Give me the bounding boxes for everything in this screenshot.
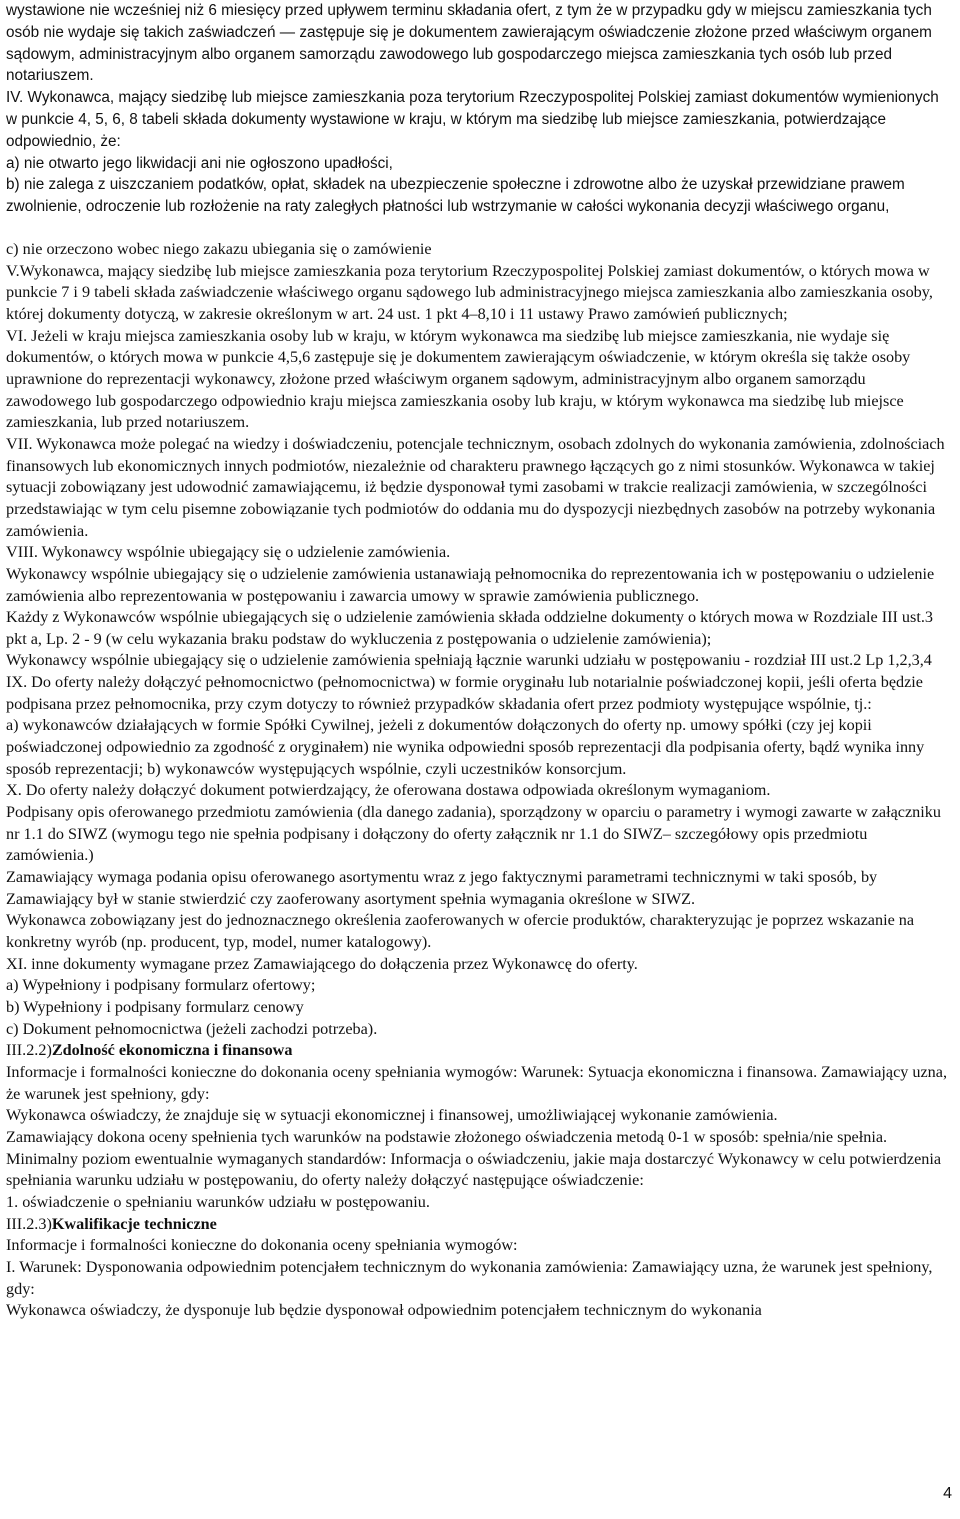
paragraph: b) nie zalega z uiszczaniem podatków, opłat, składek na ubezpieczenie społeczne i zdrowotne albo że uzyskał przewidziane prawem zwolnienie, odroczenie lub rozłożenie na raty zaległych płatności lub wstrzymanie w całości wykonania decyzji właściwego organu, — [6, 176, 905, 216]
paragraph: b) Wypełniony i podpisany formularz cenowy — [6, 997, 304, 1016]
paragraph: Wykonawca oświadczy, że dysponuje lub będzie dysponował odpowiednim potencjałem technicznym do wykonania — [6, 1301, 762, 1320]
paragraph: Podpisany opis oferowanego przedmiotu zamówienia (dla danego zadania), sporządzony w oparciu o parametry i wymogi zawarte w załączniku nr 1.1 do SIWZ (wymogu tego nie spełnia podpisany i dołączony do oferty załącznik nr 1.1 do SIWZ– szczegółowy opis przedmiotu zamówienia.) — [6, 803, 941, 865]
text-block-serif — [6, 239, 954, 1322]
paragraph: Zamawiający wymaga podania opisu oferowanego asortymentu wraz z jego faktycznymi parametrami technicznymi w taki sposób, by Zamawiający był w stanie stwierdzić czy zaoferowany asortyment spełnia wymagania określone w SIWZ. — [6, 868, 878, 908]
text-block-arial — [6, 0, 954, 218]
paragraph: a) Wypełniony i podpisany formularz ofertowy; — [6, 976, 316, 995]
paragraph: Minimalny poziom ewentualnie wymaganych standardów: Informacja o oświadczeniu, jakie maja dostarczyć Wykonawcy w celu potwierdzenia spełniania warunku udziału w postępowaniu, do oferty należy dołączyć następujące oświadczenie: — [6, 1149, 942, 1190]
section-heading-3-2-2 — [6, 1040, 954, 1062]
section-number: III.2.2) — [6, 1041, 52, 1060]
paragraph: Wykonawcy wspólnie ubiegający się o udzielenie zamówienia ustanawiają pełnomocnika do reprezentowania ich w postępowaniu o udzielenie zamówienia albo reprezentowania w postępowaniu i zawarcia umowy w sprawie zamówienia publicznego. — [6, 564, 935, 605]
paragraph: Informacje i formalności konieczne do dokonania oceny spełniania wymogów: Warunek: Sytuacja ekonomiczna i finansowa. Zamawiający uzna, że warunek jest spełniony, gdy: — [6, 1062, 947, 1103]
paragraph: Wykonawcy wspólnie ubiegający się o udzielenie zamówienia spełniają łącznie warunki udziału w postępowaniu - rozdział III ust.2 Lp 1,2,3,4 — [6, 651, 932, 670]
paragraph: c) Dokument pełnomocnictwa (jeżeli zachodzi potrzeba). — [6, 1019, 378, 1038]
paragraph: IX. Do oferty należy dołączyć pełnomocnictwo (pełnomocnictwa) w formie oryginału lub notarialnie poświadczonej kopii, jeśli oferta będzie podpisana przez pełnomocnika, przy czym dotyczy to również przypadków składania ofert przez podmioty występujące wspólnie, tj.: — [6, 673, 923, 713]
section-title: Zdolność ekonomiczna i finansowa — [51, 1041, 293, 1060]
paragraph: Wykonawca oświadczy, że znajduje się w sytuacji ekonomicznej i finansowej, umożliwiającej wykonanie zamówienia. — [6, 1106, 778, 1125]
page-number: 4 — [943, 1485, 952, 1502]
paragraph: Informacje i formalności konieczne do dokonania oceny spełniania wymogów: — [6, 1236, 518, 1255]
paragraph: I. Warunek: Dysponowania odpowiednim potencjałem technicznym do wykonania zamówienia: Zamawiający uzna, że warunek jest spełniony, gdy: — [6, 1257, 933, 1298]
section-heading-3-2-3 — [6, 1214, 954, 1236]
section-title: Kwalifikacje techniczne — [51, 1214, 217, 1233]
paragraph: wystawione nie wcześniej niż 6 miesięcy przed upływem terminu składania ofert, z tym że w przypadku gdy w miejscu zamieszkania tych osób nie wydaje się takich zaświadczeń — zastępuje się je dokumentem zawierającym oświadczenie złożone przed właściwym organem sądowym, administracyjnym albo organem samorządu zawodowego lub gospodarczego miejsca zamieszkania tych osób lub przed notariuszem. — [6, 2, 932, 85]
paragraph: XI. inne dokumenty wymagane przez Zamawiającego do dołączenia przez Wykonawcę do oferty. — [6, 954, 638, 973]
paragraph: VII. Wykonawca może polegać na wiedzy i doświadczeniu, potencjale technicznym, osobach zdolnych do wykonania zamówienia, zdolnościach finansowych lub ekonomicznych innych podmiotów, niezależnie od charakteru prawnego łączących go z nimi stosunków. Wykonawca w takiej sytuacji zobowiązany jest udowodnić zamawiającemu, iż będzie dysponował tymi zasobami w trakcie realizacji zamówienia, w szczególności przedstawiając w tym celu pisemne zobowiązanie tych podmiotów do oddania mu do dyspozycji niezbędnych zasobów na potrzeby wykonania zamówienia. — [6, 434, 945, 540]
paragraph: VI. Jeżeli w kraju miejsca zamieszkania osoby lub w kraju, w którym wykonawca ma siedzibę lub miejsce zamieszkania, nie wydaje się dokumentów, o których mowa w punkcie 4,5,6 zastępuje się je dokumentem zawierającym oświadczenie, w którym określa się także osoby uprawnione do reprezentacji wykonawcy, złożone przed właściwym organem sądowym, administracyjnym albo organem samorządu zawodowego lub gospodarczego odpowiednio kraju miejsca zamieszkania osoby lub kraju, w którym wykonawca ma siedzibę lub miejsce zamieszkania, lub przed notariuszem. — [6, 326, 911, 432]
paragraph: V.Wykonawca, mający siedzibę lub miejsce zamieszkania poza terytorium Rzeczypospolitej Polskiej zamiast dokumentów, o których mowa w punkcie 7 i 9 tabeli składa zaświadczenie właściwego organu sądowego lub administracyjnego miejsca zamieszkania albo zamieszkania osoby, której dokumenty dotyczą, w zakresie określonym w art. 24 ust. 1 pkt 4–8,10 i 11 ustawy Prawo zamówień publicznych; — [6, 261, 933, 323]
paragraph: Zamawiający dokona oceny spełnienia tych warunków na podstawie złożonego oświadczenia metodą 0-1 w sposób: spełnia/nie spełnia. — [6, 1127, 888, 1146]
section-number: III.2.3) — [6, 1214, 52, 1233]
paragraph: Każdy z Wykonawców wspólnie ubiegających się o udzielenie zamówienia składa oddzielne dokumenty o których mowa w Rozdziale III ust.3 pkt a, Lp. 2 - 9 (w celu wykazania braku podstaw do wykluczenia z postępowania o udzielenie zamówienia); — [6, 608, 933, 648]
paragraph: Wykonawca zobowiązany jest do jednoznacznego określenia zaoferowanych w ofercie produktów, charakteryzując je poprzez wskazanie na konkretny wyrób (np. producent, typ, model, numer katalogowy). — [6, 911, 915, 951]
paragraph: VIII. Wykonawcy wspólnie ubiegający się o udzielenie zamówienia. — [6, 543, 451, 562]
paragraph: a) wykonawców działających w formie Spółki Cywilnej, jeżeli z dokumentów dołączonych do oferty np. umowy spółki (czy jej kopii poświadczonej odpowiednio za zgodność z oryginałem) nie wynika odpowiedni sposób reprezentacji dla podpisania oferty, bądź wynika inny sposób reprezentacji; b) wykonawców występujących wspólnie, czyli uczestników konsorcjum. — [6, 716, 925, 778]
paragraph: a) nie otwarto jego likwidacji ani nie ogłoszono upadłości, — [6, 154, 393, 172]
paragraph: c) nie orzeczono wobec niego zakazu ubiegania się o zamówienie — [6, 240, 432, 258]
paragraph: X. Do oferty należy dołączyć dokument potwierdzający, że oferowana dostawa odpowiada określonym wymaganiom. — [6, 781, 771, 800]
paragraph: 1. oświadczenie o spełnianiu warunków udziału w postępowaniu. — [6, 1192, 430, 1211]
paragraph: IV. Wykonawca, mający siedzibę lub miejsce zamieszkania poza terytorium Rzeczypospolitej Polskiej zamiast dokumentów wymienionych w punkcie 4, 5, 6, 8 tabeli składa dokumenty wystawione w kraju, w którym ma siedzibę lub miejsce zamieszkania, potwierdzające odpowiednio, że: — [6, 89, 939, 150]
